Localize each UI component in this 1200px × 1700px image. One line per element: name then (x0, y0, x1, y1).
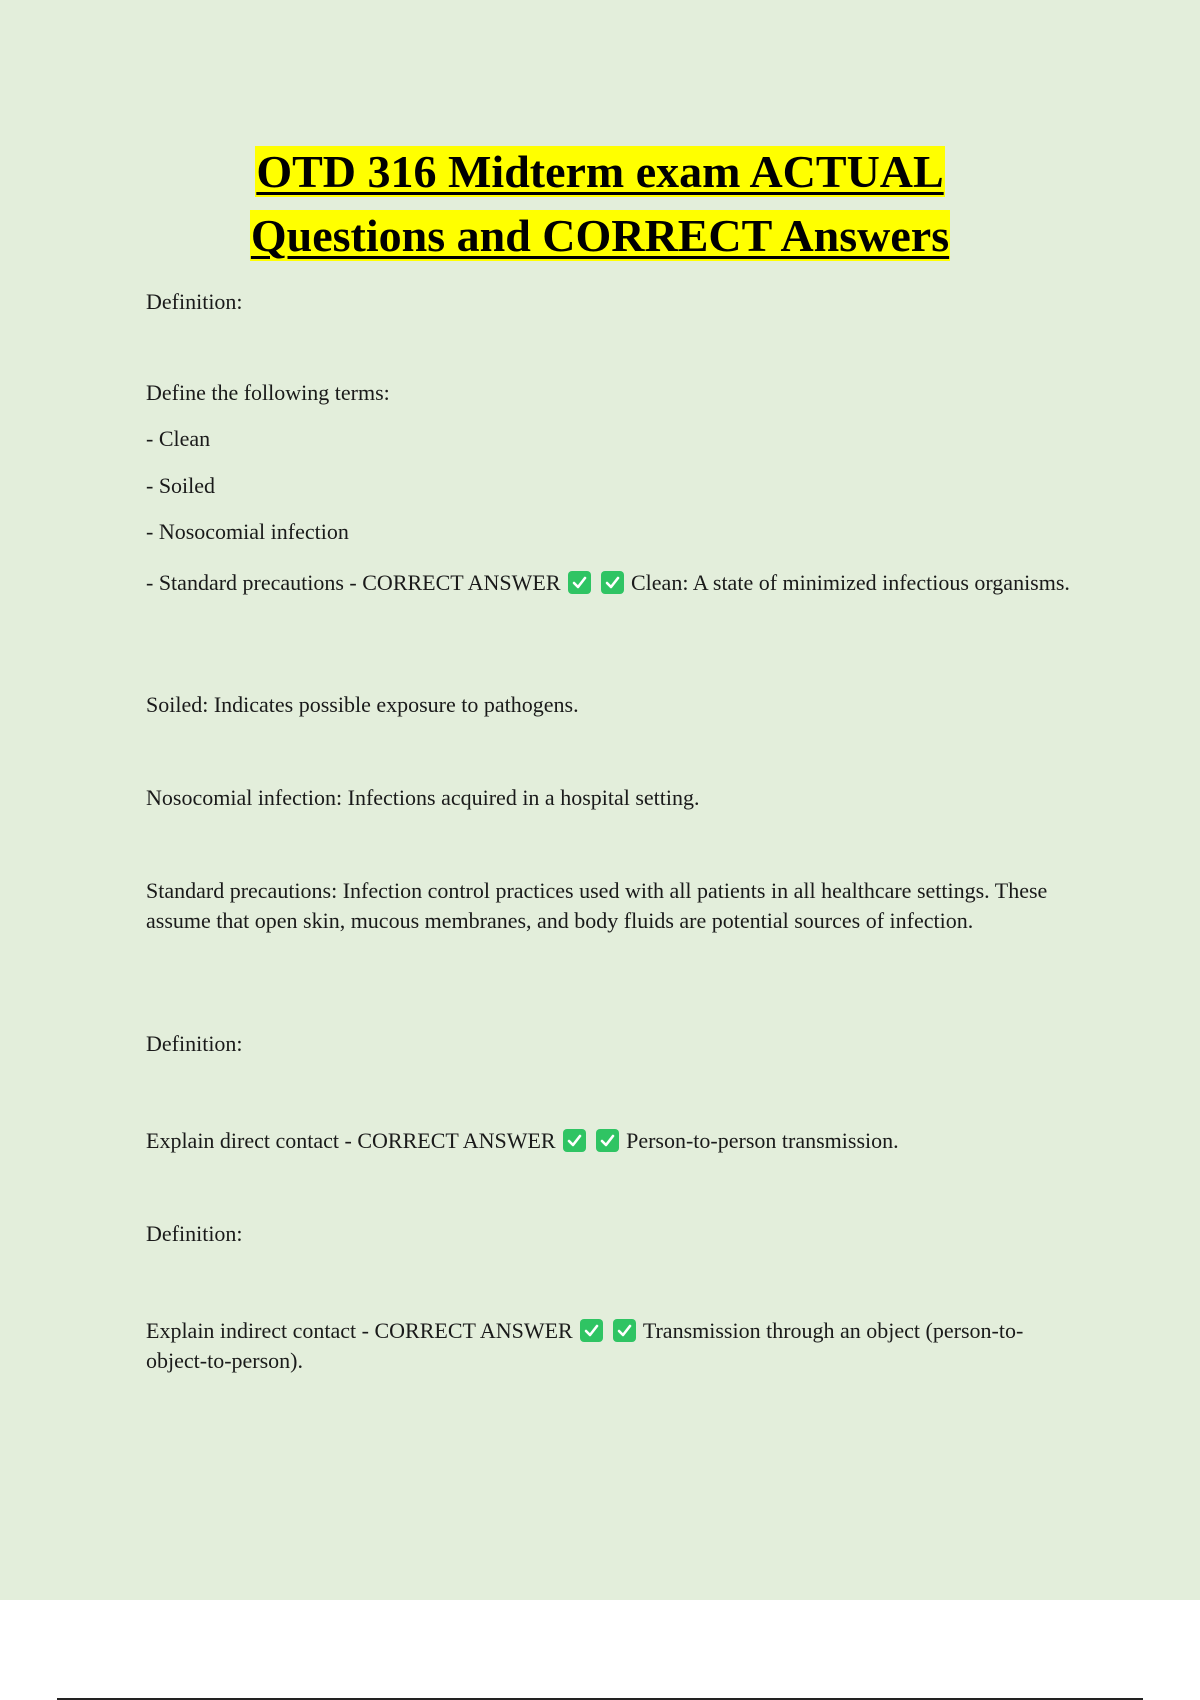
definition-label: Definition: (146, 1221, 243, 1246)
check-mark-icon (568, 571, 591, 594)
question-define-terms: Define the following terms: (146, 380, 390, 405)
question-answer-3 (146, 1316, 1076, 1376)
title-line-1: OTD 316 Midterm exam ACTUAL (256, 146, 944, 197)
answer-nosocomial: Nosocomial infection: Infections acquired in a hospital setting. (146, 785, 700, 810)
answer-text: Clean: A state of minimized infectious organisms. (631, 570, 1070, 595)
check-mark-icon (596, 1129, 619, 1152)
document-title (0, 140, 1200, 268)
question-text: - Standard precautions - CORRECT ANSWER (146, 570, 561, 595)
answer-standard-precautions: Standard precautions: Infection control practices used with all patients in all healthcare settings. These assume that open skin, mucous membranes, and body fluids are potential sources of infection. (146, 878, 1048, 933)
check-mark-icon (580, 1319, 603, 1342)
title-line-2: Questions and CORRECT Answers (250, 210, 950, 261)
definition-label: Definition: (146, 289, 243, 314)
term-nosocomial: - Nosocomial infection (146, 519, 349, 544)
question-text: Explain direct contact - CORRECT ANSWER (146, 1128, 556, 1153)
question-text: Explain indirect contact - CORRECT ANSWER (146, 1318, 573, 1343)
term-soiled: - Soiled (146, 473, 216, 498)
answer-text: Person-to-person transmission. (626, 1128, 899, 1153)
check-mark-icon (613, 1319, 636, 1342)
question-answer-2 (146, 1126, 1076, 1156)
term-clean: - Clean (146, 426, 211, 451)
check-mark-icon (601, 571, 624, 594)
answer-soiled: Soiled: Indicates possible exposure to pathogens. (146, 692, 579, 717)
definition-label: Definition: (146, 1031, 243, 1056)
answer-text: Transmission through an object (person-to-object-to-person). (146, 1318, 1024, 1373)
question-answer-1 (146, 568, 1076, 598)
check-mark-icon (563, 1129, 586, 1152)
